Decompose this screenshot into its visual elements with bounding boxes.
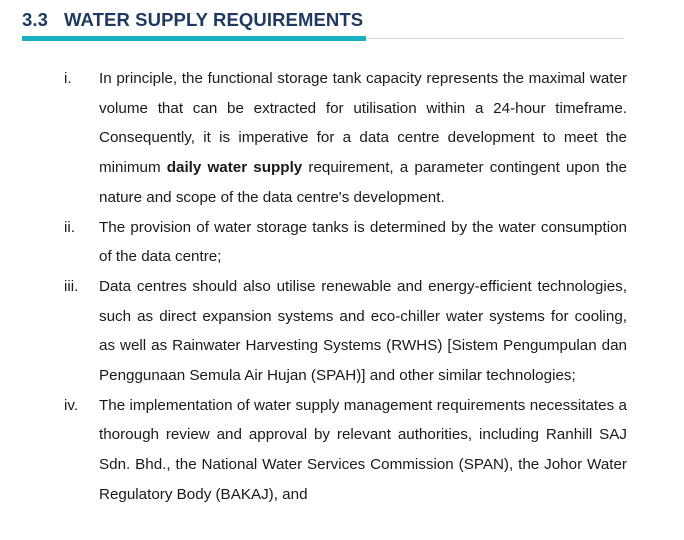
item-text: Data centres should also utilise renewable and energy-efficient technologies, such as direct expansion systems and eco-chiller water systems for cooling, as well as Rainwater Harvesting Systems (RWHS) [Sistem Pengumpulan dan Penggunaan Semula Air Hujan (SPAH)] and other similar technologies; xyxy=(99,277,627,385)
list-item xyxy=(0,213,627,272)
list-marker: iv. xyxy=(64,396,79,414)
section-number: 3.3 xyxy=(22,9,49,30)
list-marker: i. xyxy=(64,70,72,87)
item-text: The implementation of water supply management requirements necessitates a thorough review and approval by relevant authorities, including Ranhill SAJ Sdn. Bhd., the National Water Services Commission (SPAN), the Johor Water Regulatory Body (BAKAJ), and xyxy=(99,396,627,503)
list-item xyxy=(0,64,627,213)
list-marker: iii. xyxy=(64,277,79,295)
item-text: In principle, the functional storage tank capacity represents the maximal water volume that can be extracted for utilisation within a 24-hour timeframe. Consequently, it is imperative for a data centre development to meet the minimum xyxy=(99,70,627,177)
list-marker: ii. xyxy=(64,218,75,236)
list-item xyxy=(0,391,627,510)
heading-accent-bar xyxy=(22,36,366,41)
item-text: The provision of water storage tanks is determined by the water consumption of the data centre; xyxy=(99,218,627,266)
section-title: WATER SUPPLY REQUIREMENTS xyxy=(64,9,364,30)
item-text-continued: requirement, a parameter contingent upon the nature and scope of the data centre's development. xyxy=(99,159,627,206)
section-heading xyxy=(22,9,363,31)
list-item xyxy=(0,272,627,391)
requirements-list xyxy=(0,64,684,510)
item-bold-text: daily water supply xyxy=(166,159,303,177)
